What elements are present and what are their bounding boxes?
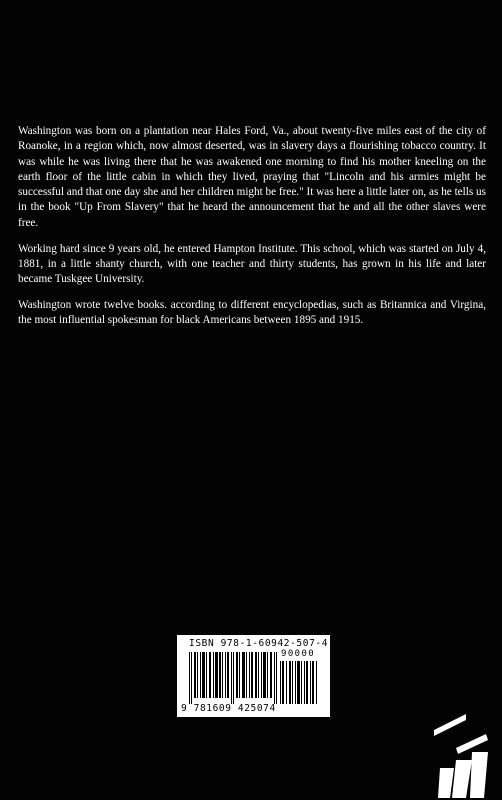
isbn-label: ISBN 978-1-60942-507-4 [189, 638, 329, 649]
publisher-logo-icon [426, 712, 496, 798]
price-addon-bars [280, 661, 318, 704]
ean-barcode-bars [189, 652, 277, 704]
ean-digits: 9 781609 425074 [181, 703, 276, 714]
isbn-barcode [177, 635, 330, 717]
back-cover-blurb [18, 124, 486, 339]
blurb-paragraph-2: Working hard since 9 years old, he entered Hampton Institute. This school, which was started on July 4, 1881, in a little shanty church, with one teacher and thirty students, has grown in his life and later became Tuskgee University. [18, 242, 486, 286]
blurb-paragraph-3: Washington wrote twelve books. according to different encyclopedias, such as Britannica and Virgina, the most influential spokesman for black Americans between 1895 and 1915. [18, 298, 486, 327]
price-addon-digits: 90000 [281, 649, 316, 659]
blurb-paragraph-1: Washington was born on a plantation near Hales Ford, Va., about twenty-five miles east of the city of Roanoke, in a region which, now almost deserted, was in slavery days a flourishing tobacco country. It was while he was living there that he was awakened one morning to find his mother kneeling on the earth floor of the little cabin in which they lived, praying that "Lincoln and his armies might be successful and that one day she and her children might be free." It was here a little later on, as he tells us in the book "Up From Slavery" that he heard the announcement that he and all the other slaves were free. [18, 125, 486, 229]
